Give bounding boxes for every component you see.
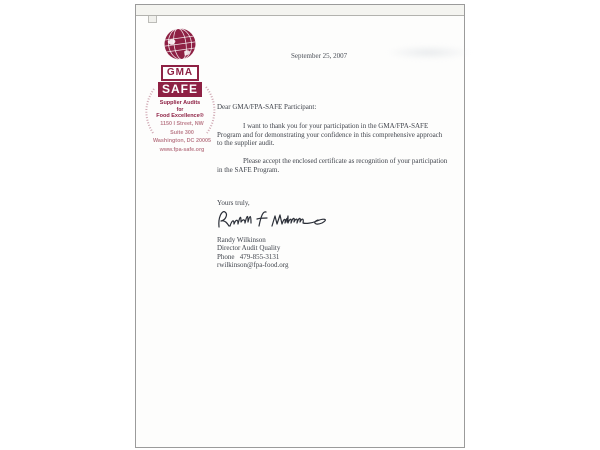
- scan-top-edge-strip: [136, 5, 464, 16]
- logo-tagline: [141, 100, 219, 120]
- scan-edge-notch: [148, 16, 157, 23]
- logo-gma-text: GMA: [161, 65, 199, 81]
- paragraph-2-line-1: Please accept the enclosed certificate as recognition of your participation: [243, 157, 448, 165]
- signer-phone: Phone 479-855-3131: [217, 252, 280, 261]
- address-street: 1150 I Street, NW: [160, 121, 204, 127]
- paragraph-2-line-2: in the SAFE Program.: [217, 165, 280, 174]
- salutation: Dear GMA/FPA-SAFE Participant:: [217, 103, 317, 111]
- paragraph-1: [217, 122, 465, 148]
- tagline-line-2: for: [176, 106, 184, 113]
- paragraph-1-line-2: Program and for demonstrating your confidence in this comprehensive approach: [217, 130, 443, 139]
- address-suite: Suite 300: [170, 129, 194, 136]
- signer-email: rwilkinson@fpa-food.org: [217, 260, 289, 269]
- address-city: Washington, DC 20005: [153, 138, 211, 144]
- paragraph-1-line-3: to the supplier audit.: [217, 139, 275, 147]
- globe-icon: [159, 25, 201, 63]
- signer-name: Randy Wilkinson: [217, 236, 266, 244]
- closing: Yours truly,: [217, 199, 250, 207]
- address-website: www.fpa-safe.org: [159, 146, 205, 153]
- tagline-line-1: Supplier Audits: [159, 100, 201, 106]
- scanned-letter-page: [135, 4, 465, 448]
- redacted-recipient-smudge: [386, 45, 472, 60]
- paragraph-1-line-1: I want to thank you for your participation in the GMA/FPA-SAFE: [243, 122, 429, 130]
- tagline-line-3: Food Excellence®: [156, 113, 204, 119]
- logo-safe-text: SAFE: [158, 82, 202, 97]
- signer-title: Director Audit Quality: [217, 244, 281, 253]
- paragraph-2: [217, 157, 465, 174]
- letter-date: September 25, 2007: [291, 52, 348, 60]
- gma-safe-logo: [141, 25, 219, 120]
- handwritten-signature: [215, 207, 347, 234]
- letterhead-address: [140, 120, 224, 154]
- signer-block: [217, 236, 288, 269]
